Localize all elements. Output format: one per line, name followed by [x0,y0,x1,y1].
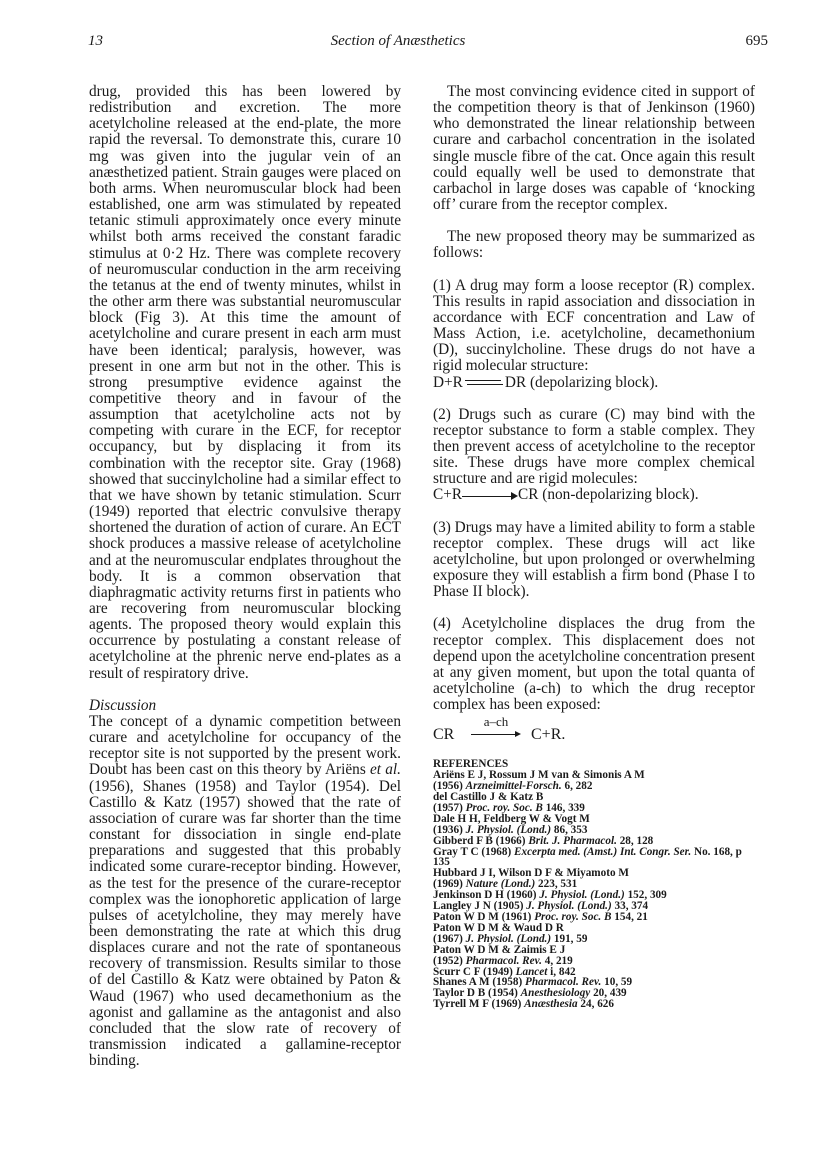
reference-item: Dale H H, Feldberg W & Vogt M (1936) J. Physiol. (Lond.) 86, 353 [433,812,590,836]
reference-item: Tyrrell M F (1969) Anæsthesia 24, 626 [433,998,614,1011]
theory-item-3: (3) Drugs may have a limited ability to form a stable receptor complex. These drugs will act like acetylcholine, but upon prolonged or overwhelming exposure they will establish a firm bond (Phase I to Phase II block). [433,518,755,601]
right-arrow-icon [471,731,521,739]
reference-item: Hubbard J I, Wilson D F & Miyamoto M (1969) Nature (Lond.) 223, 531 [433,867,629,891]
left-column [89,84,401,1069]
right-arrow-icon [462,491,518,501]
theory-item-4: (4) Acetylcholine displaces the drug from the receptor complex. This displacement does not depend upon the acetylcholine concentration present at any given moment, but upon the total quanta of acetylcholine (a-ch) to which the drug receptor complex has been exposed: [433,615,755,714]
reference-item: Gibberd F B (1966) Brit. J. Pharmacol. 28, 128 [433,834,654,847]
reference-item: Scurr C F (1949) Lancet i, 842 [433,965,576,978]
competition-paragraph: The most convincing evidence cited in support of the competition theory is that of Jenkinson (1960) who demonstrated the linear relationship between curare and carbachol concentration in the isolated single muscle fibre of the cat. Once again this result could equally well be used to demonstrate that carbachol in large doses was capable of ‘knocking off’ curare from the receptor complex. [433,83,755,214]
references [433,759,755,1010]
reference-item: Ariëns E J, Rossum J M van & Simonis A M (1956) Arzneimittel-Forsch. 6, 282 [433,769,645,793]
references-heading: REFERENCES [433,758,509,771]
reference-item: Gray T C (1968) Excerpta med. (Amst.) Int. Congr. Ser. No. 168, p 135 [433,845,742,869]
discussion-heading: Discussion [89,696,157,714]
formula-lhs: D+R [433,373,463,391]
reaction-label: a–ch [483,714,509,730]
reference-item: Langley J N (1905) J. Physiol. (Lond.) 33, 374 [433,900,649,913]
formula-lhs: C+R [433,486,463,504]
reference-item: Taylor D B (1954) Anesthesiology 20, 439 [433,987,627,1000]
section-title: Section of Anæsthetics [330,33,466,49]
reference-item: del Castillo J & Katz B (1957) Proc. roy. Soc. B 146, 339 [433,791,585,814]
formula-depolarizing [433,375,755,391]
right-column [433,84,755,1010]
et-al: et al. [370,761,402,779]
formula-rhs: DR (depolarizing block). [504,373,659,391]
discussion-text-2: (1956), Shanes (1958) and Taylor (1954). Del Castillo & Katz (1957) showed that the rate of association of curare was far shorter than the time constant for dissociation in single end-plate preparations and suggested that this probably indicated some curare-receptor binding. However, as the test for the presence of the curare-receptor complex was the ionophoretic application of large pulses of acetylcholine, they may merely have been demonstrating the rate at which this drug displaces curare and not the rate of spontaneous recovery of transmission. Results similar to those of del Castillo & Katz were obtained by Paton & Waud (1967) who used decamethonium as the agonist and gallamine as the antagonist and also concluded that the slow rate of recovery of transmission indicated a gallamine-receptor binding. [89,777,401,1070]
discussion-paragraph [89,714,401,1069]
issue-number: 13 [88,33,103,49]
reference-item: Paton W D M & Zaimis E J (1952) Pharmacol. Rev. 4, 219 [433,943,573,967]
results-paragraph: drug, provided this has been lowered by redistribution and excretion. The more acetylcholine released at the end-plate, the more rapid the reversal. To demonstrate this, curare 10 mg was given into the jugular vein of an anæsthetized patient. Strain gauges were placed on both arms. When neuromuscular block had been established, one arm was stimulated by repeated tetanic stimuli approximately once every minute whilst both arms received the constant faradic stimulus at 0·2 Hz. There was complete recovery of neuromuscular conduction in the arm receiving the tetanus at the end of twenty minutes, whilst in the other arm there was substantial neuromuscular block (Fig 3). At this time the amount of acetylcholine and curare present in each arm must have been identical; paralysis, however, was present in one arm but not in the other. This is strong presumptive evidence against the competitive theory and in favour of the assumption that acetylcholine acts not by competing with curare in the ECF, for receptor occupancy, but by displacing it from its combination with the receptor site. Gray (1968) showed that succinylcholine had a similar effect to that we have shown by tetanic stimulation. Scurr (1949) reported that electric convulsive therapy shortened the duration of action of curare. An ECT shock produces a massive release of acetylcholine and at the neuromuscular endplates throughout the body. It is a common observation that diaphragmatic activity returns first in patients who are recovering from neuromuscular blocking agents. The proposed theory would explain this occurrence by postulating a constant release of acetylcholine at the phrenic nerve end-plates as a result of respiratory drive. [89,83,401,682]
reference-list [433,770,755,1010]
reference-item: Jenkinson D H (1960) J. Physiol. (Lond.) 152, 309 [433,889,667,902]
formula-rhs: CR (non-depolarizing block). [518,486,699,504]
running-header [88,33,768,53]
reference-item: Shanes A M (1958) Pharmacol. Rev. 10, 59 [433,976,633,989]
formula-nondepolarizing [433,487,755,503]
reference-item: Paton W D M & Waud D R (1967) J. Physiol. (Lond.) 191, 59 [433,921,588,945]
reference-item: Paton W D M (1961) Proc. roy. Soc. B 154, 21 [433,911,648,923]
theory-intro: The new proposed theory may be summarized as follows: [433,228,755,262]
theory-item-1: (1) A drug may form a loose receptor (R) complex. This results in rapid association and dissociation in accordance with ECF concentration and Law of Mass Action, i.e. acetylcholine, decamethonium (D), succinylcholine. These drugs do not have a rigid molecular structure: [433,276,755,375]
page-number: 695 [745,33,768,49]
displacement-reaction [433,714,755,745]
discussion-text-1: The concept of a dynamic competition between curare and acetylcholine for occupancy of the receptor site is not supported by the present work. Doubt has been cast on this theory by Ariëns [89,712,401,779]
theory-item-2: (2) Drugs such as curare (C) may bind with the receptor substance to form a stable complex. They then prevent access of acetylcholine to the receptor site. These drugs have more complex chemical structure and are rigid molecules: [433,405,755,488]
equilibrium-arrow-icon [465,378,503,388]
reaction-rhs: C+R. [531,726,566,744]
reaction-lhs: CR [433,726,455,744]
